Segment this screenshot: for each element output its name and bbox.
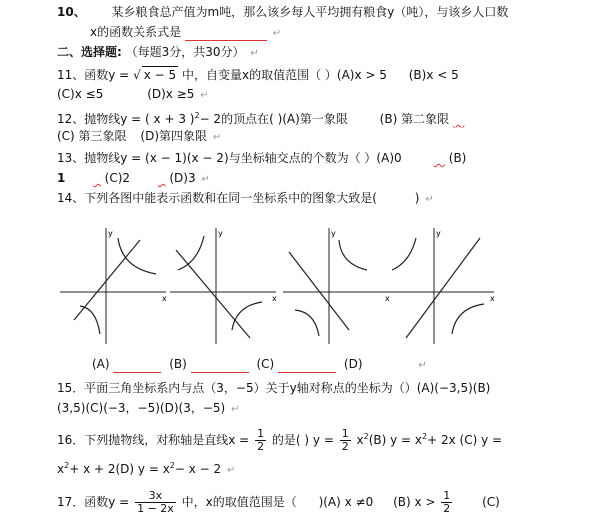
q14-option-b: (B) <box>169 357 187 371</box>
q10-line1 <box>57 4 508 20</box>
q11-lead: 11、函数y = <box>57 68 130 82</box>
hyperbola-branch-2 <box>232 302 262 330</box>
q15-text1: 15．平面三角坐标系内与点（3，−5）关于y轴对称点的坐标为（）(A)(−3,5)(B) <box>57 381 491 395</box>
q11-line2 <box>57 86 209 104</box>
q11-line1: 11、函数y = √ x − 5 中，自变量x的取值范围（ ）(A)x > 5 (B)x < 5 <box>57 68 459 82</box>
q14-options <box>92 356 427 374</box>
q14-blank-c <box>278 356 336 373</box>
q13-one: 1 <box>57 171 66 185</box>
graph-d <box>388 226 498 346</box>
q16-lead: 16．下列抛物线，对称轴是直线x = <box>57 433 250 447</box>
q14-close: ) <box>414 191 420 205</box>
q14-blank-a <box>113 356 161 373</box>
q14-option-a: (A) <box>92 357 110 371</box>
q16-line2b: + x + 2(D) y = x <box>69 462 170 476</box>
return-mark: ↵ <box>250 48 259 59</box>
linear-function-line <box>176 250 250 338</box>
x-axis-label: x <box>272 294 277 303</box>
q10-number: 10、 <box>57 5 86 19</box>
grammar-mark <box>158 171 166 185</box>
q17-lead: 17．函数y = <box>57 495 130 509</box>
return-mark: ↵ <box>272 28 282 39</box>
q10-text2: x的函数关系式是 <box>90 25 182 39</box>
hyperbola-branch-1 <box>339 240 367 270</box>
q16-fraction-2: $\frac{1}{2}$ <box>341 427 349 453</box>
graph-b <box>170 226 280 346</box>
q17-line <box>57 490 500 515</box>
hyperbola-branch-2 <box>452 304 484 334</box>
q16-rest2: (B) y = x <box>368 433 423 447</box>
q13-line1 <box>57 150 466 166</box>
linear-function-line <box>289 252 349 330</box>
q13-option-b: (B) <box>448 151 467 165</box>
q12-line1 <box>57 108 464 127</box>
linear-function-line <box>74 240 140 320</box>
linear-function-line <box>406 238 480 338</box>
q17-option-c: (C) <box>482 495 500 509</box>
section2-title: 二、选择题: <box>57 45 122 59</box>
section2-note: （每题3分，共30分） <box>125 45 245 59</box>
q12-mid: − 2的顶点在( )(A)第一象限 <box>199 112 348 126</box>
q12-line2 <box>57 128 221 146</box>
q11-radicand: x − 5 <box>143 68 177 82</box>
graph-a <box>60 226 170 346</box>
y-axis-label: y <box>218 229 223 238</box>
hyperbola-branch-1 <box>178 236 204 270</box>
grammar-mark <box>453 112 464 126</box>
q16-fraction-1: $\frac{1}{2}$ <box>257 427 265 453</box>
q15-text2: (3,5)(C)(−3，−5)(D)(3，−5) <box>57 401 226 415</box>
x-axis-label: x <box>490 294 495 303</box>
return-mark: ↵ <box>200 90 209 101</box>
q17-option-a: )(A) x ≠0 <box>318 495 374 509</box>
q16-line2c: − x − 2 <box>174 462 222 476</box>
q14-line <box>57 190 434 208</box>
q15-line2 <box>57 400 239 418</box>
q13-option-c: (C)2 <box>104 171 131 185</box>
graph-c <box>283 226 393 346</box>
q14-text: 14、下列各图中能表示函数和在同一坐标系中的图象大致是( <box>57 191 377 205</box>
return-mark: ↵ <box>418 360 427 371</box>
q16-rest3: + 2x (C) y = <box>427 433 503 447</box>
y-axis-label: y <box>436 229 441 238</box>
q11-option-c: (C)x ≤5 <box>57 87 104 101</box>
q11-option-d: (D)x ≥5 <box>147 87 195 101</box>
q17-fraction: $\frac{3x}{1 - 2x}$ <box>137 489 174 515</box>
hyperbola-branch-1 <box>392 238 416 270</box>
q15-line1 <box>57 380 490 396</box>
q13-line2 <box>57 170 210 188</box>
grammar-mark <box>93 171 101 185</box>
return-mark: ↵ <box>231 404 240 415</box>
x-axis-label: x <box>385 294 390 303</box>
q10-line2 <box>90 24 281 42</box>
q13-option-d: (D)3 <box>169 171 196 185</box>
return-mark: ↵ <box>201 174 210 185</box>
y-axis-label: y <box>108 229 113 238</box>
q16-line1: 16．下列抛物线，对称轴是直线x = $\frac{1}{2}$ 的是( ) y = $\frac{1}{2}$ $x^2(B) y = x^2+ 2x$ (C) y = <box>57 427 503 453</box>
q10-answer-blank[interactable] <box>185 24 267 41</box>
q16-rest: x <box>356 433 364 447</box>
q12-option-b: (B) 第二象限 <box>379 112 450 126</box>
q14-option-d: (D) <box>343 357 363 371</box>
hyperbola-branch-2 <box>295 310 319 336</box>
q17-mid: 中，x的取值范围是（ <box>181 495 297 509</box>
q14-blank-b <box>191 356 249 373</box>
hyperbola-branch-2 <box>80 306 100 334</box>
q16-line2: $x^2+ x + 2(D) y = x^2- x - 2$ ↵ <box>57 461 236 476</box>
q17-fraction-b: $\frac{1}{2}$ <box>443 489 451 515</box>
q12-option-d: (D)第四象限 <box>140 129 207 143</box>
q12-lead: 12、抛物线y = ( x + 3 ) <box>57 112 195 126</box>
q11-mid: 中，自变量x的取值范围（ ）(A)x > 5 <box>181 68 387 82</box>
q13-lead: 13、抛物线y = (x − 1)(x − 2)与坐标轴交点的个数为（ ）(A)0 <box>57 151 402 165</box>
q11-option-b: (B)x < 5 <box>408 68 459 82</box>
q17-option-b: (B) x > <box>393 495 436 509</box>
q12-sup: 2 <box>194 111 200 120</box>
section2-heading <box>57 44 259 62</box>
q16-mid: 的是( ) y = <box>271 433 334 447</box>
y-axis-label: y <box>331 229 336 238</box>
q14-option-c: (C) <box>256 357 275 371</box>
q10-text1: 某乡粮食总产值为m吨，那么该乡每人平均拥有粮食y（吨），与该乡人口数 <box>111 5 509 19</box>
return-mark: ↵ <box>227 465 236 476</box>
q12-option-c: (C) 第三象限 <box>57 129 127 143</box>
grammar-mark <box>433 151 444 165</box>
x-axis-label: x <box>162 294 167 303</box>
return-mark: ↵ <box>425 194 434 205</box>
return-mark: ↵ <box>212 132 222 143</box>
